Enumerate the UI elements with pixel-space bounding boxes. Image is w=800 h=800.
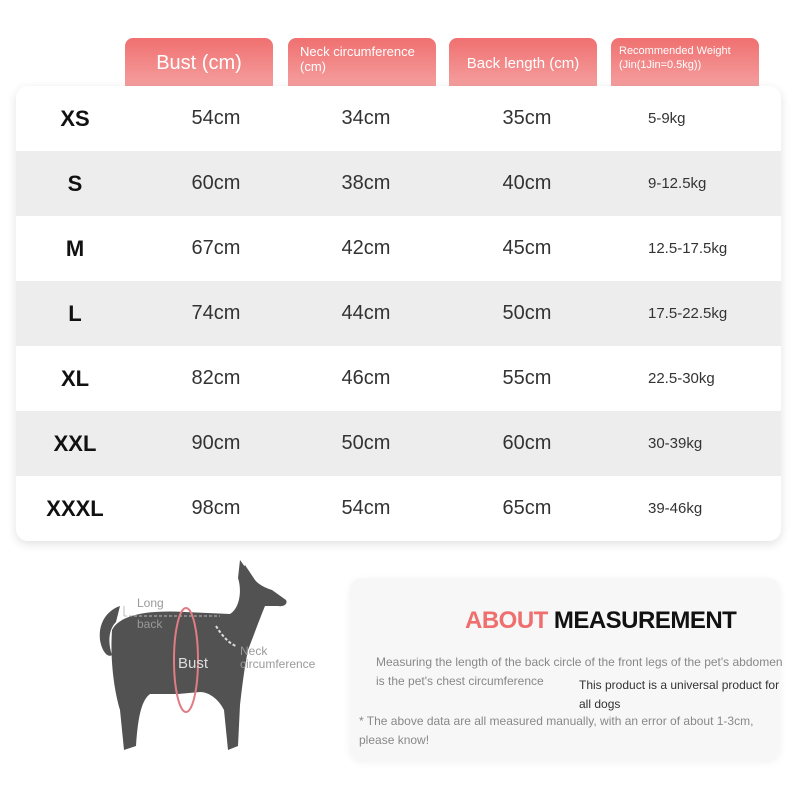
neck-value: 46cm [341,367,391,389]
weight-value: 5-9kg [648,110,686,127]
header-neck-label: Neck circumference (cm) [300,44,415,74]
bust-value: 74cm [191,302,241,324]
size-label: L [68,300,82,326]
weight-value: 30-39kg [648,435,703,452]
neck-label: Neck circumference [240,644,316,671]
long-label: Long [137,596,164,610]
bust-value: 67cm [191,237,241,259]
weight-value: 39-46kg [648,500,703,517]
table-row [16,281,781,346]
neck-value: 44cm [341,302,391,324]
header-weight-label: Recommended Weight (Jin(1Jin=0.5kg)) [619,45,731,71]
measurement-description: Measuring the length of the back circle of the front legs of the pet's abdomen is the pet's chest circumference [376,655,783,688]
bust-value: 60cm [191,172,241,194]
back-value: 40cm [502,172,552,194]
header-bust-label: Bust (cm) [156,51,242,74]
size-label: M [65,235,85,261]
bust-value: 82cm [191,367,241,389]
dog-measurement-diagram [90,560,340,775]
back-value: 60cm [502,432,552,454]
back-label: back [137,617,163,631]
about-measurement-card [350,578,783,760]
table-row [16,86,781,151]
size-label: S [67,170,83,196]
header-row [0,0,800,90]
header-recommended-weight [611,38,759,88]
table-row [16,216,781,281]
back-value: 65cm [502,497,552,519]
neck-value: 50cm [341,432,391,454]
table-row [16,151,781,216]
back-value: 35cm [502,107,552,129]
about-title [465,607,736,635]
bust-label: Bust [178,655,209,672]
back-value: 55cm [502,367,552,389]
bust-value: 98cm [191,497,241,519]
size-label: XXL [53,430,97,456]
table-row [16,476,781,541]
size-label: XL [60,365,90,391]
bust-value: 90cm [191,432,241,454]
back-value: 45cm [502,237,552,259]
neck-value: 38cm [341,172,391,194]
size-label: XXXL [46,495,104,521]
size-label: XS [60,105,90,131]
weight-value: 9-12.5kg [648,175,707,192]
error-disclaimer: * The above data are all measured manually, with an error of about 1-3cm, please know! [359,714,754,747]
neck-value: 34cm [341,107,391,129]
header-back-length [449,38,597,88]
universal-product-note: This product is a universal product for all dogs [579,678,780,711]
header-back-label: Back length (cm) [466,54,580,72]
size-table [16,86,781,541]
weight-value: 22.5-30kg [648,370,715,387]
header-neck [288,38,436,88]
about-title-main: MEASUREMENT [553,607,737,634]
bust-value: 54cm [191,107,241,129]
neck-value: 42cm [341,237,391,259]
weight-value: 17.5-22.5kg [648,305,728,322]
about-title-accent: ABOUT [465,607,548,634]
neck-value: 54cm [341,497,391,519]
weight-value: 12.5-17.5kg [648,240,728,257]
table-row [16,346,781,411]
table-row [16,411,781,476]
header-bust [125,38,273,88]
back-value: 50cm [502,302,552,324]
